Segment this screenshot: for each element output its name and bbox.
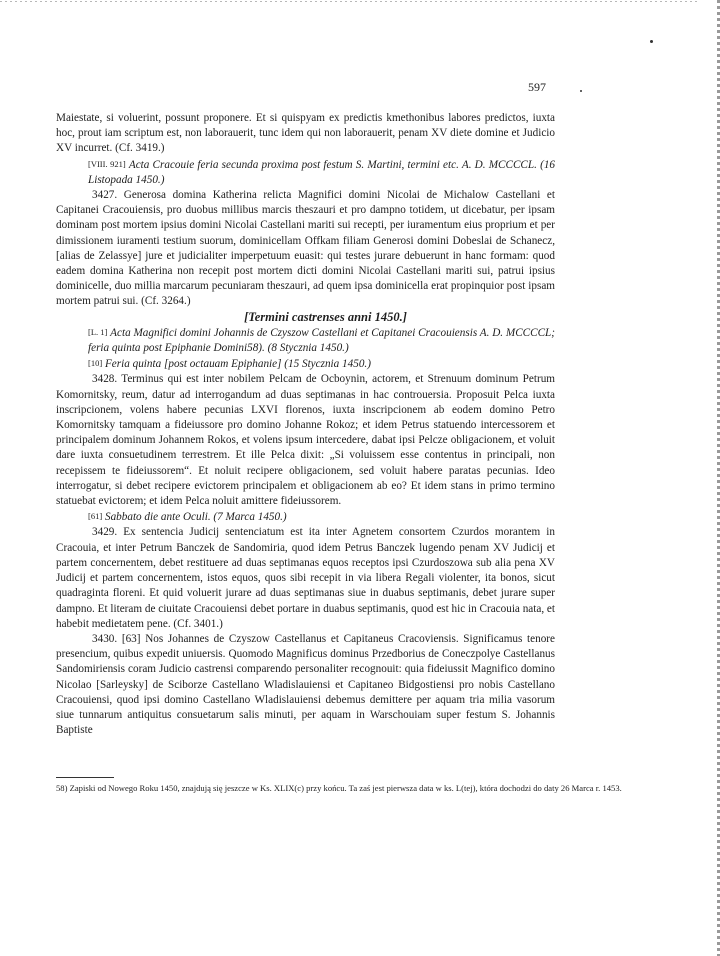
record-paragraph: 3430. [63] Nos Johannes de Czyszow Castellanus et Capitaneus Cracoviensis. Significamus tenore presencium, quibus expedit uniuersis. Quomodo Magnificus dominus Przedborius de Coneczpolye Castellanus Sandomiriensis coram Judicio castrensi comparendo personaliter recognouit: quia fideiussit Magnifico domino Nicolao [Sarleysky] de Sciborze Castellano Wladislauiensi et Capitaneo Bidgostiensi pro nobis Castellano Cracouiensi, quod ipsi domino Castellano Wladislauiensi debemus demittere per aquam tria milia vasorum siue tunnarum antiquitus consuetarum salis minuti, per aquam in Warschouiam super festum S. Johannis Baptiste [56,632,555,737]
ink-spot [650,40,653,43]
folio-reference: [10] [88,358,103,369]
page-number: 597 [528,80,546,94]
session-heading [56,356,555,372]
ink-spot [580,90,582,92]
footnote-rule [56,777,114,778]
record-paragraph: 3428. Terminus qui est inter nobilem Pelcam de Ocboynin, actorem, et Strenuum dominum Petrum Komornitsky, reum, datur ad interrogandum ad duas septimanas in hac controuersia. Proposuit Pelca iuxta inscripcionem, volens habere pecunias LXVI florenos, iuxta inscripcionem ab eodem domino Petro Komornitsky tamquam a fideiussore pro domino Johanne Rokoz; et idem Petrus statuendo intercessorem et principalem dominum Johannem Rokos, et volens ipsum intercedere, dabat ipsi Pelcze obligacionem, et voluit dare iuxta consuetudinem terrestrem. Et ille Pelca dixit: „Si voluissem esse contentus in principali, non recepissem te fideiussorem“. Et noluit recipere obligacionem, sed voluit habere paratas pecunias. Ideo interrogatur, si debet recipere evictorem principalem et obligacionem ab eo? Et idem stans in primo termino statuebat evictorem; et idem Pelca noluit amittere fideiussorem. [56,373,555,508]
session-heading-text: Feria quinta [post octauam Epiphanie] (15 Stycznia 1450.) [104,358,371,371]
section-title: [Termini castrenses anni 1450.] [244,309,407,324]
page-body [56,111,555,738]
session-heading-text: Sabbato die ante Oculi. (7 Marca 1450.) [104,511,287,524]
footnotes [56,782,668,794]
folio-reference: [L. 1] [88,326,108,337]
session-heading [56,509,555,525]
session-heading [56,157,555,188]
continued-paragraph: Maiestate, si voluerint, possunt proponere. Et si quispyam ex predictis kmethonibus labores predictos, iuxta hoc, prout iam scriptum est, non laborauerit, tunc idem qui non laborauerit, penam XV diete domine et Judicio XV incurret. (Cf. 3419.) [56,112,555,155]
session-heading-text: Acta Cracouie feria secunda proxima post festum S. Martini, termini etc. A. D. MCCCCL. (16 Listopada 1450.) [88,158,556,186]
session-heading-text: Acta Magnifici domini Johannis de Czyszow Castellani et Capitanei Cracouiensis A. D. MCCCCL; feria quinta post Epiphanie Domini58). (8 Stycznia 1450.) [88,326,555,355]
folio-reference: [61] [88,511,103,522]
record-paragraph: 3429. Ex sentencia Judicij sentenciatum est ita inter Agnetem consortem Czurdos morantem in Cracouia, et inter Petrum Banczek de Sandomiria, quod idem Petrus Banczek lugendo penam XV Judicij et partem concernentem, debet restituere ad duas septimanas equos receptos ipsi Czurdoszowa sub alia pena XV Judicij et partem concernentem, istos equos, quos sibi recepit in via libera Regali violenter, ita bonos, sicut quadraginta floreni. Et quid voluerit jurare ad duas septimanas siue in duabus septimanis, debet jurare super dampno. Et literam de ciuitate Cracouiensi debet portare in duabus septimanis, quod est hic in Cracouia nata, et habebit medietatem pene. (Cf. 3401.) [56,526,555,630]
footnote: 58) Zapiski od Nowego Roku 1450, znajdują się jeszcze w Ks. XLIX(c) przy końcu. Ta zaś jest pierwsza data w ks. L(tej), która dochodzi do daty 26 Marca r. 1453. [56,783,622,793]
page-edge-top [0,1,700,2]
folio-reference: [VIII. 921] [88,158,126,169]
session-heading [56,325,555,356]
record-paragraph: 3427. Generosa domina Katherina relicta Magnifici domini Nicolai de Michalow Castellani et Capitanei Cracouiensis, pro duobus millibus marcis theszauri et pro dampno totidem, ut dicebatur, per ipsam dominam post mortem ipsius domini Nicolai Castellani mariti sui recepti, per iuramentum eius proprium et per dimissionem iuramenti testium suorum, dominicellam Offkam filiam Generosi domini Dobeslai de Schanecz, [alias de Zelassye] jure et judicialiter imperpetuum euasit: qui testes jurare debuerunt in hanc formam: quod eadem domina Katherina non recepit post mortem dicti domini Nicolai Castellani mariti sui, patrui ipsius dominicelle, duo millia marcarum pecuniaram theszauri, ad quem ipsa dominicella erat propinquior post ipsam mortem patrui sui. (Cf. 3264.) [56,189,555,308]
